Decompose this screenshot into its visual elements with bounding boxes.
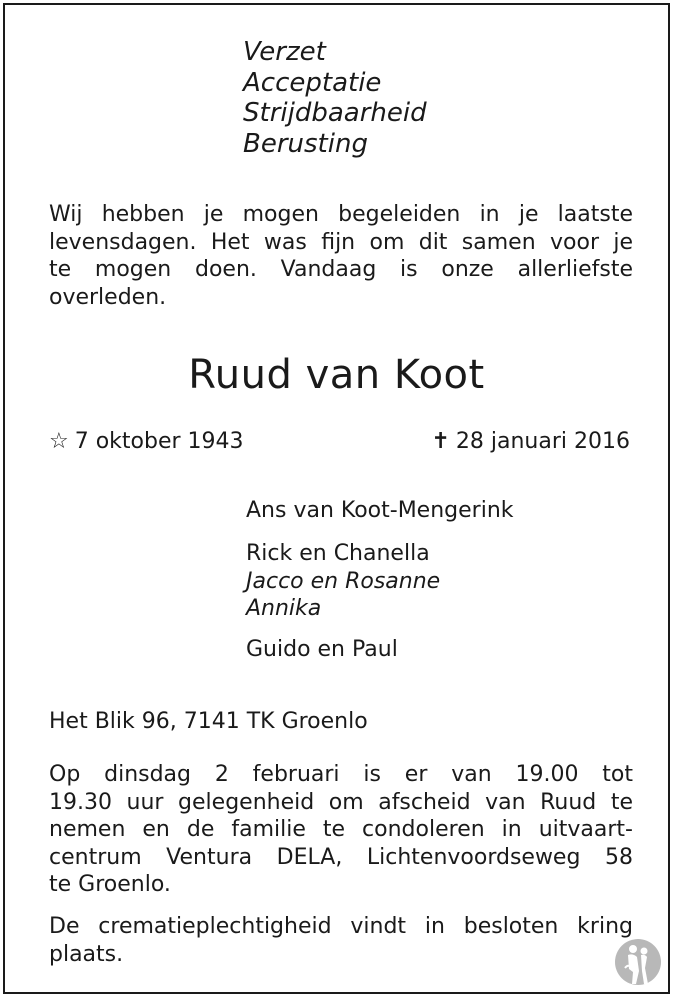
cremation-paragraph <box>49 913 633 968</box>
death-date: 28 januari 2016 <box>455 429 630 454</box>
cross-icon: ✝ <box>431 429 450 454</box>
farewell-line: te Groenlo. <box>49 872 171 897</box>
poem <box>243 37 427 159</box>
cremation-line: De crematieplechtigheid vindt in besloten kring <box>49 914 633 939</box>
obituary-card <box>3 3 670 994</box>
address: Het Blik 96, 7141 TK Groenlo <box>49 709 368 734</box>
intro-line: te mogen doen. Vandaag is onze allerliefste <box>49 257 633 282</box>
family-member: Jacco en Rosanne <box>246 568 441 594</box>
farewell-line: 19.30 uur gelegenheid om afscheid van Ruud te <box>49 789 633 815</box>
death-date-line <box>431 428 630 456</box>
intro-paragraph <box>49 201 633 311</box>
family-group-2: Guido en Paul <box>246 637 398 662</box>
family-group-1 <box>246 540 440 623</box>
poem-line: Berusting <box>243 128 368 159</box>
family-member: Rick en Chanella <box>246 541 430 566</box>
family-member: Annika <box>246 596 322 621</box>
intro-line: Wij hebben je mogen begeleiden in je laatste <box>49 202 633 227</box>
farewell-line: nemen en de familie te condoleren in uitvaart- <box>49 817 633 842</box>
farewell-line: Op dinsdag 2 februari is er van 19.00 tot <box>49 762 633 787</box>
memorial-figure-icon <box>614 938 662 986</box>
deceased-name: Ruud van Koot <box>188 352 485 398</box>
birth-date-line <box>49 428 244 456</box>
farewell-paragraph <box>49 761 633 899</box>
birth-date: 7 oktober 1943 <box>74 429 244 454</box>
cremation-line: plaats. <box>49 941 124 967</box>
poem-line: Strijdbaarheid <box>243 98 427 128</box>
farewell-line: centrum Ventura DELA, Lichtenvoordseweg 58 <box>49 844 633 870</box>
poem-line: Acceptatie <box>243 67 382 98</box>
family-spouse: Ans van Koot-Mengerink <box>246 498 514 523</box>
poem-line: Verzet <box>243 37 326 67</box>
intro-line: overleden. <box>49 284 167 310</box>
star-icon: ☆ <box>49 429 69 454</box>
intro-line: levensdagen. Het was fijn om dit samen voor je <box>49 229 633 255</box>
